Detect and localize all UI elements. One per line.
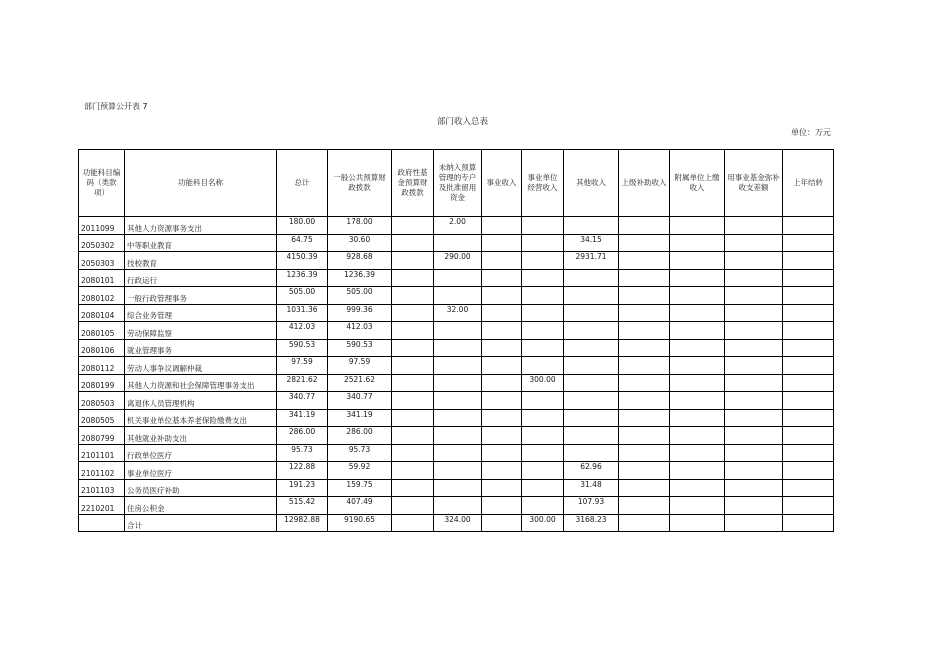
cell-affiliated-income: [670, 462, 725, 480]
cell-name: 事业单位医疗: [125, 462, 277, 480]
cell-total: 1236.39: [277, 269, 328, 287]
cell-business-income: [482, 497, 522, 515]
cell-business-fund: [725, 217, 783, 235]
cell-business-income: [482, 287, 522, 305]
cell-code: 2080505: [79, 409, 125, 427]
cell-name: 就业管理事务: [125, 339, 277, 357]
cell-general-budget: 999.36: [328, 304, 392, 322]
cell-affiliated-income: [670, 374, 725, 392]
cell-business-fund: [725, 234, 783, 252]
cell-affiliated-income: [670, 252, 725, 270]
cell-business-income: [482, 374, 522, 392]
cell-business-income: [482, 217, 522, 235]
cell-other-income: [564, 304, 619, 322]
header-affiliated-income: 附属单位上缴收入: [670, 150, 725, 217]
cell-name: 劳动人事争议调解仲裁: [125, 357, 277, 375]
cell-name: 其他人力资源事务支出: [125, 217, 277, 235]
table-row: [79, 462, 834, 480]
cell-gov-fund: [392, 514, 434, 532]
cell-carryover: [783, 322, 834, 340]
cell-gov-fund: [392, 252, 434, 270]
cell-superior-subsidy: [619, 304, 670, 322]
cell-code: 2080101: [79, 269, 125, 287]
cell-operating-income: [522, 479, 564, 497]
cell-name: 其他就业补助支出: [125, 427, 277, 445]
cell-carryover: [783, 217, 834, 235]
cell-carryover: [783, 339, 834, 357]
cell-total: 97.59: [277, 357, 328, 375]
cell-special-account: [434, 234, 482, 252]
cell-special-account: [434, 339, 482, 357]
cell-business-income: [482, 322, 522, 340]
cell-name: 公务员医疗补助: [125, 479, 277, 497]
cell-affiliated-income: [670, 304, 725, 322]
cell-total: 286.00: [277, 427, 328, 445]
cell-operating-income: 300.00: [522, 514, 564, 532]
cell-carryover: [783, 234, 834, 252]
cell-affiliated-income: [670, 339, 725, 357]
cell-total: 515.42: [277, 497, 328, 515]
table-row: [79, 409, 834, 427]
cell-superior-subsidy: [619, 252, 670, 270]
cell-superior-subsidy: [619, 322, 670, 340]
cell-affiliated-income: [670, 269, 725, 287]
cell-general-budget: 159.75: [328, 479, 392, 497]
cell-carryover: [783, 479, 834, 497]
cell-business-fund: [725, 444, 783, 462]
cell-affiliated-income: [670, 479, 725, 497]
cell-special-account: [434, 357, 482, 375]
table-row: [79, 339, 834, 357]
cell-total: 505.00: [277, 287, 328, 305]
cell-carryover: [783, 357, 834, 375]
cell-other-income: [564, 269, 619, 287]
total-row: [79, 514, 834, 532]
page-title: 部门收入总表: [436, 117, 488, 127]
cell-carryover: [783, 374, 834, 392]
table-row: [79, 357, 834, 375]
cell-gov-fund: [392, 287, 434, 305]
cell-name: 住房公积金: [125, 497, 277, 515]
cell-operating-income: [522, 269, 564, 287]
cell-superior-subsidy: [619, 339, 670, 357]
cell-superior-subsidy: [619, 462, 670, 480]
cell-gov-fund: [392, 357, 434, 375]
cell-code: 2210201: [79, 497, 125, 515]
cell-gov-fund: [392, 479, 434, 497]
cell-carryover: [783, 304, 834, 322]
cell-gov-fund: [392, 409, 434, 427]
cell-operating-income: [522, 322, 564, 340]
cell-operating-income: [522, 339, 564, 357]
cell-total: 590.53: [277, 339, 328, 357]
header-carryover: 上年结转: [783, 150, 834, 217]
cell-other-income: 31.48: [564, 479, 619, 497]
cell-other-income: 62.96: [564, 462, 619, 480]
cell-superior-subsidy: [619, 514, 670, 532]
header-other-income: 其他收入: [564, 150, 619, 217]
cell-business-fund: [725, 252, 783, 270]
cell-affiliated-income: [670, 427, 725, 445]
cell-business-income: [482, 444, 522, 462]
cell-affiliated-income: [670, 217, 725, 235]
header-function-code: 功能科目编码（类款项）: [79, 150, 125, 217]
cell-total: 4150.39: [277, 252, 328, 270]
cell-affiliated-income: [670, 392, 725, 410]
cell-business-fund: [725, 409, 783, 427]
cell-general-budget: 97.59: [328, 357, 392, 375]
table-row: [79, 479, 834, 497]
cell-business-income: [482, 357, 522, 375]
cell-other-income: [564, 409, 619, 427]
cell-name: 机关事业单位基本养老保险缴费支出: [125, 409, 277, 427]
unit-label: 单位：万元: [791, 128, 831, 137]
income-summary-table: [78, 149, 834, 532]
cell-operating-income: [522, 357, 564, 375]
cell-carryover: [783, 462, 834, 480]
cell-special-account: [434, 444, 482, 462]
header-superior-subsidy: 上级补助收入: [619, 150, 670, 217]
cell-name: 综合业务管理: [125, 304, 277, 322]
header-general-budget: 一般公共预算财政拨款: [328, 150, 392, 217]
cell-general-budget: 2521.62: [328, 374, 392, 392]
cell-general-budget: 1236.39: [328, 269, 392, 287]
cell-name: 中等职业教育: [125, 234, 277, 252]
cell-business-fund: [725, 339, 783, 357]
table-row: [79, 304, 834, 322]
cell-special-account: [434, 392, 482, 410]
cell-code: 2101103: [79, 479, 125, 497]
cell-general-budget: 340.77: [328, 392, 392, 410]
cell-total: 12982.88: [277, 514, 328, 532]
table-row: [79, 497, 834, 515]
cell-operating-income: [522, 409, 564, 427]
cell-general-budget: 928.68: [328, 252, 392, 270]
cell-carryover: [783, 252, 834, 270]
cell-affiliated-income: [670, 234, 725, 252]
cell-total: 180.00: [277, 217, 328, 235]
cell-other-income: 2931.71: [564, 252, 619, 270]
cell-other-income: 107.93: [564, 497, 619, 515]
cell-special-account: [434, 322, 482, 340]
cell-other-income: [564, 322, 619, 340]
cell-name: 行政单位医疗: [125, 444, 277, 462]
cell-code: 2080106: [79, 339, 125, 357]
cell-gov-fund: [392, 304, 434, 322]
cell-special-account: [434, 427, 482, 445]
cell-operating-income: 300.00: [522, 374, 564, 392]
cell-special-account: 290.00: [434, 252, 482, 270]
cell-code: 2080503: [79, 392, 125, 410]
table-row: [79, 374, 834, 392]
cell-superior-subsidy: [619, 497, 670, 515]
cell-business-fund: [725, 462, 783, 480]
cell-affiliated-income: [670, 497, 725, 515]
cell-general-budget: 9190.65: [328, 514, 392, 532]
table-row: [79, 234, 834, 252]
header-business-fund: 用事业基金弥补收支差额: [725, 150, 783, 217]
cell-other-income: [564, 287, 619, 305]
header-total: 总计: [277, 150, 328, 217]
cell-business-income: [482, 269, 522, 287]
cell-gov-fund: [392, 427, 434, 445]
cell-total: 341.19: [277, 409, 328, 427]
cell-business-fund: [725, 287, 783, 305]
cell-code: 2080199: [79, 374, 125, 392]
cell-name: 离退休人员管理机构: [125, 392, 277, 410]
header-gov-fund: 政府性基金预算财政拨款: [392, 150, 434, 217]
cell-affiliated-income: [670, 514, 725, 532]
cell-superior-subsidy: [619, 479, 670, 497]
cell-name: 其他人力资源和社会保障管理事务支出: [125, 374, 277, 392]
cell-business-income: [482, 409, 522, 427]
cell-carryover: [783, 427, 834, 445]
cell-general-budget: 412.03: [328, 322, 392, 340]
cell-business-income: [482, 252, 522, 270]
cell-name: 合计: [125, 514, 277, 532]
cell-superior-subsidy: [619, 427, 670, 445]
cell-gov-fund: [392, 444, 434, 462]
header-operating-income: 事业单位经营收入: [522, 150, 564, 217]
header-special-account: 未纳入预算管理的专户及批准留用资金: [434, 150, 482, 217]
cell-code: 2080112: [79, 357, 125, 375]
cell-carryover: [783, 287, 834, 305]
cell-business-income: [482, 479, 522, 497]
cell-superior-subsidy: [619, 217, 670, 235]
cell-code: 2101102: [79, 462, 125, 480]
cell-gov-fund: [392, 462, 434, 480]
cell-special-account: [434, 462, 482, 480]
cell-gov-fund: [392, 234, 434, 252]
table-row: [79, 287, 834, 305]
cell-special-account: [434, 287, 482, 305]
cell-total: 412.03: [277, 322, 328, 340]
table-row: [79, 444, 834, 462]
cell-business-fund: [725, 479, 783, 497]
cell-code: 2080799: [79, 427, 125, 445]
cell-general-budget: 505.00: [328, 287, 392, 305]
cell-affiliated-income: [670, 409, 725, 427]
table-row: [79, 217, 834, 235]
cell-name: 行政运行: [125, 269, 277, 287]
cell-business-fund: [725, 497, 783, 515]
cell-name: 一般行政管理事务: [125, 287, 277, 305]
cell-superior-subsidy: [619, 444, 670, 462]
cell-operating-income: [522, 392, 564, 410]
cell-special-account: [434, 409, 482, 427]
table-row: [79, 322, 834, 340]
header-function-name: 功能科目名称: [125, 150, 277, 217]
cell-total: 122.88: [277, 462, 328, 480]
cell-operating-income: [522, 444, 564, 462]
cell-special-account: 32.00: [434, 304, 482, 322]
cell-code: 2080102: [79, 287, 125, 305]
cell-business-fund: [725, 374, 783, 392]
cell-operating-income: [522, 304, 564, 322]
cell-code: 2011099: [79, 217, 125, 235]
cell-general-budget: 178.00: [328, 217, 392, 235]
cell-business-fund: [725, 269, 783, 287]
cell-general-budget: 286.00: [328, 427, 392, 445]
cell-superior-subsidy: [619, 392, 670, 410]
cell-operating-income: [522, 427, 564, 445]
cell-general-budget: 341.19: [328, 409, 392, 427]
cell-special-account: [434, 374, 482, 392]
cell-gov-fund: [392, 374, 434, 392]
cell-general-budget: 59.92: [328, 462, 392, 480]
cell-carryover: [783, 497, 834, 515]
cell-business-fund: [725, 304, 783, 322]
cell-name: 技校教育: [125, 252, 277, 270]
cell-general-budget: 590.53: [328, 339, 392, 357]
cell-total: 95.73: [277, 444, 328, 462]
cell-operating-income: [522, 462, 564, 480]
cell-general-budget: 95.73: [328, 444, 392, 462]
table-row: [79, 427, 834, 445]
cell-general-budget: 30.60: [328, 234, 392, 252]
cell-total: 64.75: [277, 234, 328, 252]
cell-business-income: [482, 462, 522, 480]
cell-special-account: 324.00: [434, 514, 482, 532]
cell-superior-subsidy: [619, 234, 670, 252]
cell-operating-income: [522, 252, 564, 270]
cell-superior-subsidy: [619, 269, 670, 287]
cell-other-income: [564, 357, 619, 375]
cell-code: 2050303: [79, 252, 125, 270]
cell-gov-fund: [392, 392, 434, 410]
cell-total: 191.23: [277, 479, 328, 497]
cell-operating-income: [522, 234, 564, 252]
cell-business-income: [482, 392, 522, 410]
cell-code: 2080104: [79, 304, 125, 322]
cell-other-income: 3168.23: [564, 514, 619, 532]
cell-affiliated-income: [670, 444, 725, 462]
cell-business-income: [482, 514, 522, 532]
cell-affiliated-income: [670, 357, 725, 375]
table-row: [79, 252, 834, 270]
cell-special-account: [434, 269, 482, 287]
table-header-row: [79, 150, 834, 217]
cell-carryover: [783, 514, 834, 532]
cell-other-income: [564, 374, 619, 392]
cell-carryover: [783, 269, 834, 287]
cell-affiliated-income: [670, 322, 725, 340]
table-row: [79, 269, 834, 287]
cell-gov-fund: [392, 497, 434, 515]
cell-gov-fund: [392, 322, 434, 340]
cell-gov-fund: [392, 217, 434, 235]
document-label: 部门预算公开表 7: [84, 102, 148, 111]
cell-affiliated-income: [670, 287, 725, 305]
cell-code: 2050302: [79, 234, 125, 252]
cell-code: 2080105: [79, 322, 125, 340]
cell-business-income: [482, 234, 522, 252]
cell-other-income: 34.15: [564, 234, 619, 252]
cell-operating-income: [522, 497, 564, 515]
cell-total: 340.77: [277, 392, 328, 410]
cell-gov-fund: [392, 269, 434, 287]
cell-business-fund: [725, 357, 783, 375]
cell-carryover: [783, 392, 834, 410]
cell-superior-subsidy: [619, 287, 670, 305]
cell-total: 2821.62: [277, 374, 328, 392]
cell-business-fund: [725, 427, 783, 445]
cell-business-income: [482, 427, 522, 445]
cell-name: 劳动保障监察: [125, 322, 277, 340]
cell-business-income: [482, 304, 522, 322]
cell-special-account: [434, 479, 482, 497]
cell-other-income: [564, 217, 619, 235]
cell-other-income: [564, 392, 619, 410]
table-row: [79, 392, 834, 410]
cell-business-fund: [725, 514, 783, 532]
cell-total: 1031.36: [277, 304, 328, 322]
cell-superior-subsidy: [619, 374, 670, 392]
cell-general-budget: 407.49: [328, 497, 392, 515]
cell-special-account: 2.00: [434, 217, 482, 235]
cell-business-fund: [725, 322, 783, 340]
cell-other-income: [564, 444, 619, 462]
cell-carryover: [783, 444, 834, 462]
cell-carryover: [783, 409, 834, 427]
cell-gov-fund: [392, 339, 434, 357]
cell-business-fund: [725, 392, 783, 410]
cell-superior-subsidy: [619, 357, 670, 375]
cell-code: [79, 514, 125, 532]
cell-business-income: [482, 339, 522, 357]
cell-code: 2101101: [79, 444, 125, 462]
cell-special-account: [434, 497, 482, 515]
cell-superior-subsidy: [619, 409, 670, 427]
cell-other-income: [564, 339, 619, 357]
cell-other-income: [564, 427, 619, 445]
cell-operating-income: [522, 287, 564, 305]
header-business-income: 事业收入: [482, 150, 522, 217]
cell-operating-income: [522, 217, 564, 235]
